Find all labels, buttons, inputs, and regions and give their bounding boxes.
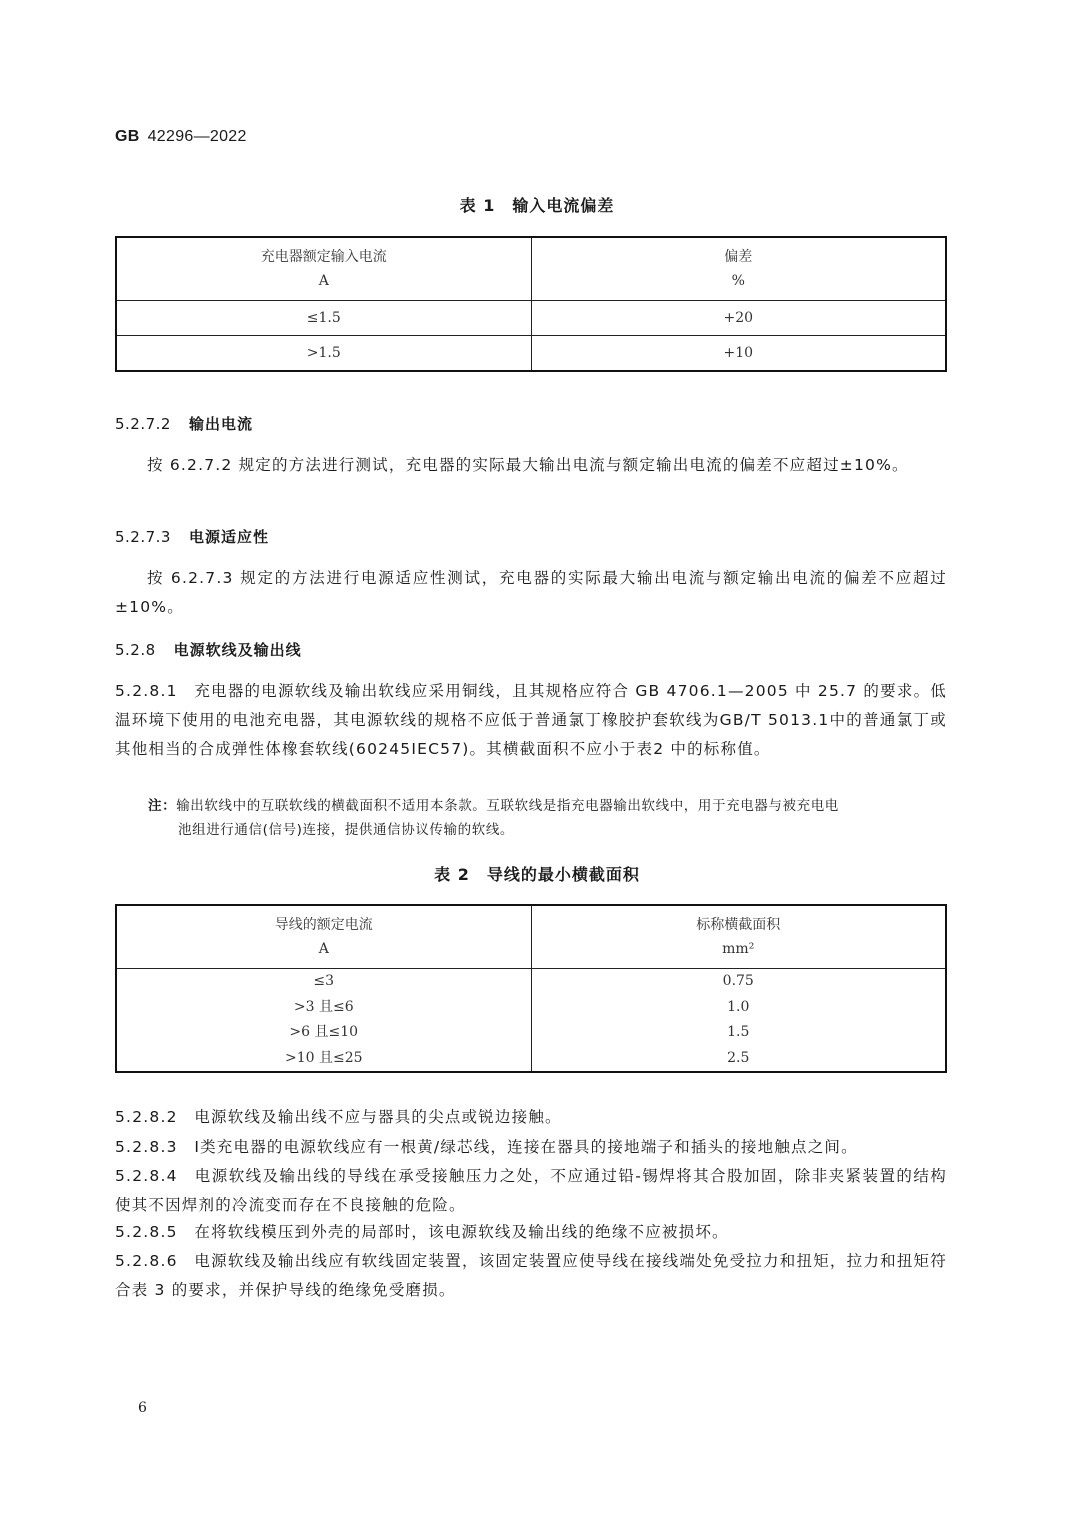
table-row xyxy=(116,336,946,372)
table1-header-current xyxy=(116,237,531,301)
page-number: 6 xyxy=(138,1400,147,1416)
section-5272-heading xyxy=(115,413,253,434)
section-title: 输出电流 xyxy=(188,415,253,433)
clause-5282: 5.2.8.2 电源软线及输出线不应与器具的尖点或锐边接触。 xyxy=(115,1108,562,1126)
table1-header-deviation-label: 偏差 xyxy=(724,249,753,265)
table2-cell: 1.5 xyxy=(727,1024,750,1040)
table2-header-area xyxy=(531,905,946,969)
table2-header-current-unit: A xyxy=(318,941,329,957)
table2-cell: >10 且≤25 xyxy=(284,1049,363,1066)
section-title: 电源适应性 xyxy=(188,528,269,546)
table2 xyxy=(115,904,947,1073)
clause-5286: 5.2.8.6 电源软线及输出线应有软线固定装置，该固定装置应使导线在接线端处免受拉力和扭矩，拉力和扭矩符合表 3 的要求，并保护导线的绝缘免受磨损。 xyxy=(115,1252,947,1299)
document-header xyxy=(115,128,247,146)
clause-5281: 5.2.8.1 充电器的电源软线及输出软线应采用铜线，且其规格应符合 GB 4706.1—2005 中 25.7 的要求。低温环境下使用的电池充电器，其电源软线的规格不应低于普通氯丁橡胶护套软线为GB/T 5013.1中的普通氯丁或其他相当的合成弹性体橡套软线(60245IEC57)。其横截面积不应小于表2 中的标称值。 xyxy=(115,682,947,758)
section-number: 5.2.7.2 xyxy=(115,415,171,433)
table2-header-area-label: 标称横截面积 xyxy=(696,917,781,933)
table2-header-current xyxy=(116,905,531,969)
table1-header-deviation-unit: % xyxy=(731,273,745,289)
note-line-1: 输出软线中的互联软线的横截面积不适用本条款。互联软线是指充电器输出软线中，用于充电器与被充电电 xyxy=(176,798,839,814)
table2-current-column xyxy=(116,969,531,1073)
table2-area-column xyxy=(531,969,946,1073)
table2-header-area-unit: mm² xyxy=(722,941,755,957)
note xyxy=(148,794,948,842)
table2-header-current-label: 导线的额定电流 xyxy=(274,917,373,933)
section-528-heading xyxy=(115,639,302,660)
table1-cell: +10 xyxy=(531,336,946,372)
section-5273-text: 按 6.2.7.3 规定的方法进行电源适应性测试，充电器的实际最大输出电流与额定输出电流的偏差不应超过±10%。 xyxy=(115,569,947,616)
table2-cell: >3 且≤6 xyxy=(293,998,354,1015)
section-number: 5.2.8 xyxy=(115,641,156,659)
table-row xyxy=(116,301,946,336)
section-title: 电源软线及输出线 xyxy=(173,641,302,659)
table1-cell: >1.5 xyxy=(116,336,531,372)
table1-header-current-unit: A xyxy=(318,273,329,289)
section-5273-heading xyxy=(115,526,269,547)
section-number: 5.2.7.3 xyxy=(115,528,171,546)
table-row xyxy=(116,969,946,1073)
table1 xyxy=(115,236,947,372)
table2-caption: 表 2 导线的最小横截面积 xyxy=(434,865,640,884)
table2-cell: ≤3 xyxy=(313,973,335,989)
standard-number: 42296—2022 xyxy=(147,128,247,145)
standard-code: GB xyxy=(115,128,140,145)
table2-cell: 2.5 xyxy=(727,1049,750,1066)
note-label: 注： xyxy=(148,798,177,814)
table1-header-current-label: 充电器额定输入电流 xyxy=(260,249,387,265)
table2-cell: 1.0 xyxy=(727,998,750,1015)
table1-header-deviation xyxy=(531,237,946,301)
section-5272-text: 按 6.2.7.2 规定的方法进行测试，充电器的实际最大输出电流与额定输出电流的偏差不应超过±10%。 xyxy=(147,456,909,474)
clause-5283: 5.2.8.3 Ⅰ类充电器的电源软线应有一根黄/绿芯线，连接在器具的接地端子和插头的接地触点之间。 xyxy=(115,1138,858,1156)
clause-5285: 5.2.8.5 在将软线模压到外壳的局部时，该电源软线及输出线的绝缘不应被损坏。 xyxy=(115,1223,729,1241)
table1-caption: 表 1 输入电流偏差 xyxy=(459,196,615,215)
clause-5284: 5.2.8.4 电源软线及输出线的导线在承受接触压力之处，不应通过铅-锡焊将其合股加固，除非夹紧装置的结构使其不因焊剂的冷流变而存在不良接触的危险。 xyxy=(115,1167,947,1214)
table1-cell: ≤1.5 xyxy=(116,301,531,336)
table2-cell: >6 且≤10 xyxy=(289,1024,359,1040)
note-line-2: 池组进行通信(信号)连接，提供通信协议传输的软线。 xyxy=(178,822,515,838)
table1-cell: +20 xyxy=(531,301,946,336)
table2-cell: 0.75 xyxy=(722,973,754,989)
